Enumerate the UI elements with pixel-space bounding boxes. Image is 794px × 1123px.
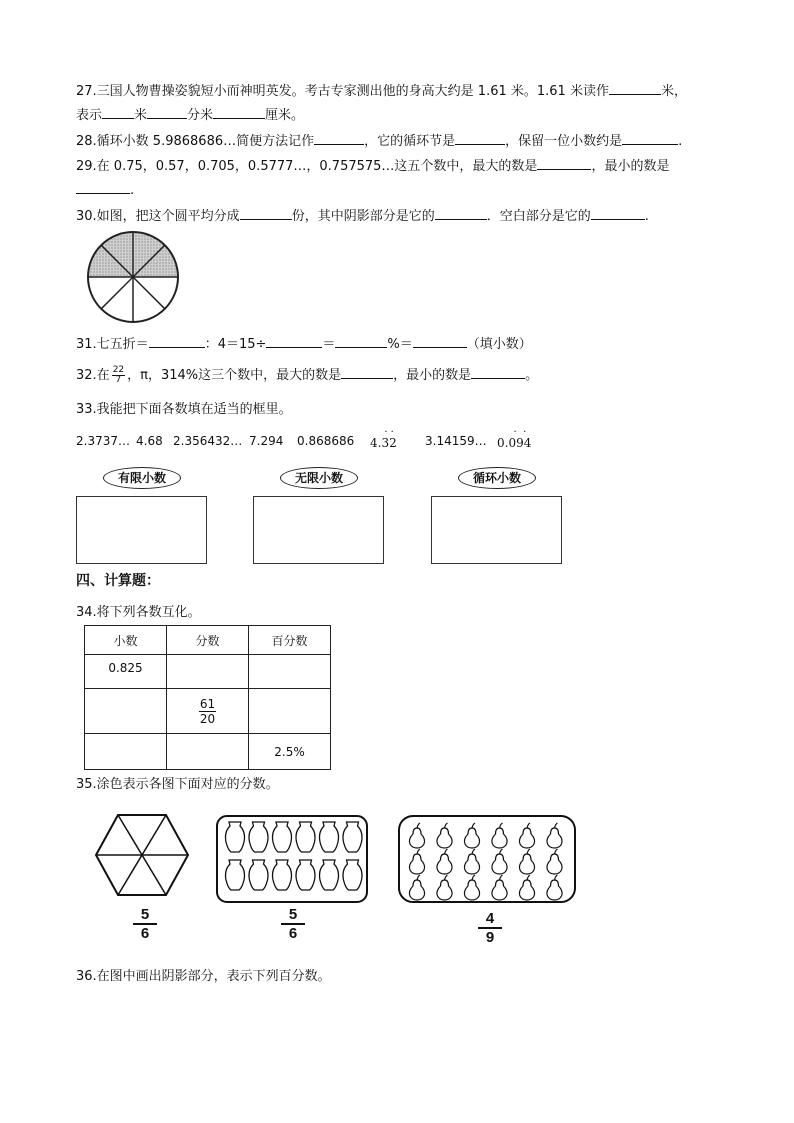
hexagon-figure[interactable]	[94, 812, 190, 898]
cell-percent-blank[interactable]	[249, 655, 331, 689]
conversion-table	[84, 625, 331, 770]
q27-line1	[76, 80, 687, 101]
q27-text1: 27.三国人物曹操姿貌短小而神明英发。考古专家测出他的身高大约是 1.61 米。1.61 米读作	[76, 84, 609, 99]
box-infinite-decimal[interactable]	[253, 496, 384, 564]
q33-rep1-int: 4.	[370, 436, 382, 450]
pear-frac-num: 4	[478, 910, 502, 929]
vase-icon[interactable]	[226, 822, 245, 852]
q35-title: 35.涂色表示各图下面对应的分数。	[76, 777, 279, 792]
q32-fraction	[112, 366, 125, 385]
table-row	[85, 689, 331, 734]
pear-frac-den: 9	[485, 929, 495, 946]
q32-blank-min[interactable]	[471, 364, 525, 379]
q31-text-b: ：4＝15÷	[204, 337, 267, 352]
vase-fraction	[281, 906, 305, 942]
q30-blank-blank[interactable]	[591, 205, 645, 220]
table-row	[85, 655, 331, 689]
pear-icon[interactable]	[437, 849, 452, 874]
pear-icon[interactable]	[409, 849, 424, 874]
pear-icon[interactable]	[464, 849, 479, 874]
table-frac-den: 20	[199, 711, 216, 726]
q30-blank-shaded[interactable]	[435, 205, 487, 220]
q30-line	[76, 205, 649, 226]
vase-icon[interactable]	[249, 860, 268, 890]
q33-number-4[interactable]: 7.294	[249, 434, 284, 448]
pear-icon[interactable]	[464, 875, 479, 900]
q31-blank-2[interactable]	[266, 333, 322, 348]
q29-line1	[76, 155, 669, 176]
vase-icon[interactable]	[296, 860, 315, 890]
cell-decimal-blank[interactable]	[85, 689, 167, 734]
q32-text-d: 。	[525, 368, 539, 383]
q32-text-a: 32.在	[76, 368, 110, 383]
q28-text-d: .	[678, 134, 683, 149]
q33-rep1-digits: 32	[381, 436, 397, 450]
q32-blank-max[interactable]	[341, 364, 393, 379]
label-infinite-decimal: 无限小数	[280, 467, 358, 489]
q30-text-b: 份，其中阴影部分是它的	[291, 209, 435, 224]
cell-fraction-blank[interactable]	[167, 734, 249, 770]
pear-icon[interactable]	[409, 875, 424, 900]
q28-line	[76, 130, 682, 151]
cell-fraction-blank[interactable]	[167, 655, 249, 689]
pear-icon[interactable]	[492, 823, 507, 848]
q27-blank-meters[interactable]	[102, 104, 134, 119]
q28-text-b: ，它的循环节是	[364, 134, 456, 149]
label-repeating-decimal: 循环小数	[458, 467, 536, 489]
q33-number-7[interactable]: 3.14159…	[425, 434, 487, 448]
q32-line	[76, 364, 538, 385]
label-finite-decimal: 有限小数	[103, 467, 181, 489]
pear-icon[interactable]	[547, 823, 562, 848]
q31-text-d: %＝	[387, 337, 413, 352]
repeat-dots-icon: · ·	[513, 427, 527, 438]
vase-icon[interactable]	[320, 860, 339, 890]
hexagon-frac-num: 5	[133, 906, 157, 925]
q33-rep2-digits-wrap	[508, 427, 532, 450]
table-header-row	[85, 626, 331, 655]
q28-text-c: ，保留一位小数约是	[505, 134, 623, 149]
q33-title: 33.我能把下面各数填在适当的框里。	[76, 402, 292, 417]
pear-icon[interactable]	[492, 849, 507, 874]
q34-title: 34.将下列各数互化。	[76, 605, 201, 620]
q27-text2a: 表示	[76, 108, 103, 123]
pear-icon[interactable]	[492, 875, 507, 900]
pear-icon[interactable]	[464, 823, 479, 848]
q36-title: 36.在图中画出阴影部分，表示下列百分数。	[76, 969, 331, 984]
box-repeating-decimal[interactable]	[431, 496, 562, 564]
table-fraction	[199, 697, 216, 726]
pear-fraction	[478, 910, 502, 946]
q33-number-2[interactable]: 4.68	[136, 434, 163, 448]
q33-number-3[interactable]: 2.356432…	[173, 434, 243, 448]
q33-number-6[interactable]	[370, 427, 397, 450]
cell-decimal-blank[interactable]	[85, 734, 167, 770]
pear-icon[interactable]	[519, 849, 534, 874]
q33-rep1-digits-wrap	[381, 427, 397, 450]
q29-text-b: ，最小的数是	[591, 159, 670, 174]
vase-frac-den: 6	[288, 925, 298, 942]
q29-blank-max[interactable]	[537, 155, 591, 170]
vase-icon[interactable]	[273, 822, 292, 852]
hexagon-fraction	[133, 906, 157, 942]
q29-text-c: .	[130, 183, 135, 198]
vase-icon[interactable]	[273, 860, 292, 890]
q28-blank-round[interactable]	[622, 130, 678, 145]
vase-icon[interactable]	[226, 860, 245, 890]
pear-icon[interactable]	[547, 849, 562, 874]
q33-number-5[interactable]: 0.868686	[297, 434, 355, 448]
header-fraction: 分数	[167, 626, 249, 655]
q33-rep2-int: 0.	[497, 436, 509, 450]
pear-icon[interactable]	[437, 875, 452, 900]
q29-blank-min[interactable]	[76, 179, 130, 194]
q29-line2	[76, 179, 134, 200]
q27-blank-decimeters[interactable]	[147, 104, 187, 119]
q30-text-c: ．空白部分是它的	[486, 209, 591, 224]
cell-percent: 2.5%	[249, 734, 331, 770]
q27-text2d: 厘米。	[265, 108, 305, 123]
vase-icon[interactable]	[249, 822, 268, 852]
q30-blank-parts[interactable]	[240, 205, 292, 220]
vase-frac-num: 5	[281, 906, 305, 925]
q31-text-c: ＝	[322, 337, 336, 352]
vase-tray-figure[interactable]	[215, 814, 369, 904]
q27-line2	[76, 104, 304, 125]
table-row	[85, 734, 331, 770]
q30-text-a: 30.如图，把这个圆平均分成	[76, 209, 240, 224]
q27-blank-centimeters[interactable]	[213, 104, 265, 119]
q31-blank-1[interactable]	[149, 333, 205, 348]
cell-fraction	[167, 689, 249, 734]
q32-frac-num: 22	[112, 365, 125, 375]
q33-rep2-digits: 094	[508, 436, 532, 450]
vase-icon[interactable]	[343, 860, 362, 890]
q32-text-b: ，π，314%这三个数中，最大的数是	[127, 368, 342, 383]
circle-figure	[84, 229, 184, 325]
pear-icon[interactable]	[547, 875, 562, 900]
q31-line	[76, 333, 532, 354]
section-heading: 四、计算题：	[76, 573, 160, 589]
pear-icon[interactable]	[519, 823, 534, 848]
header-decimal: 小数	[85, 626, 167, 655]
q33-number-1[interactable]: 2.3737…	[76, 434, 130, 448]
vase-icon[interactable]	[343, 822, 362, 852]
pear-tray-figure[interactable]	[397, 814, 577, 904]
q30-text-d: .	[644, 209, 649, 224]
q32-text-c: ，最小的数是	[393, 368, 472, 383]
q27-blank-reading[interactable]	[609, 80, 661, 95]
q27-text1-end: 米，	[660, 84, 687, 99]
q28-text-a: 28.循环小数 5.9868686…简便方法记作	[76, 134, 315, 149]
hexagon-frac-den: 6	[140, 925, 150, 942]
pear-icon[interactable]	[409, 823, 424, 848]
q27-text2c: 分米	[187, 108, 214, 123]
cell-decimal: 0.825	[85, 655, 167, 689]
repeat-dots-icon: · ·	[384, 427, 394, 438]
table-frac-num: 61	[199, 696, 216, 711]
vase-icon[interactable]	[296, 822, 315, 852]
q28-blank-cycle[interactable]	[455, 130, 505, 145]
pear-icon[interactable]	[519, 875, 534, 900]
box-finite-decimal[interactable]	[76, 496, 207, 564]
q32-frac-den: 7	[115, 375, 122, 385]
q28-blank-notation[interactable]	[314, 130, 364, 145]
q31-text-e: （填小数）	[466, 337, 532, 352]
vase-icon[interactable]	[320, 822, 339, 852]
q27-text2b: 米	[134, 108, 148, 123]
q33-number-8[interactable]	[497, 427, 532, 450]
pear-icon[interactable]	[437, 823, 452, 848]
q31-blank-4[interactable]	[413, 333, 467, 348]
header-percent: 百分数	[249, 626, 331, 655]
q31-text-a: 31.七五折＝	[76, 337, 149, 352]
cell-percent-blank[interactable]	[249, 689, 331, 734]
q31-blank-3[interactable]	[335, 333, 387, 348]
q29-text-a: 29.在 0.75，0.57，0.705，0.5777…，0.757575…这五个数中，最大的数是	[76, 159, 538, 174]
